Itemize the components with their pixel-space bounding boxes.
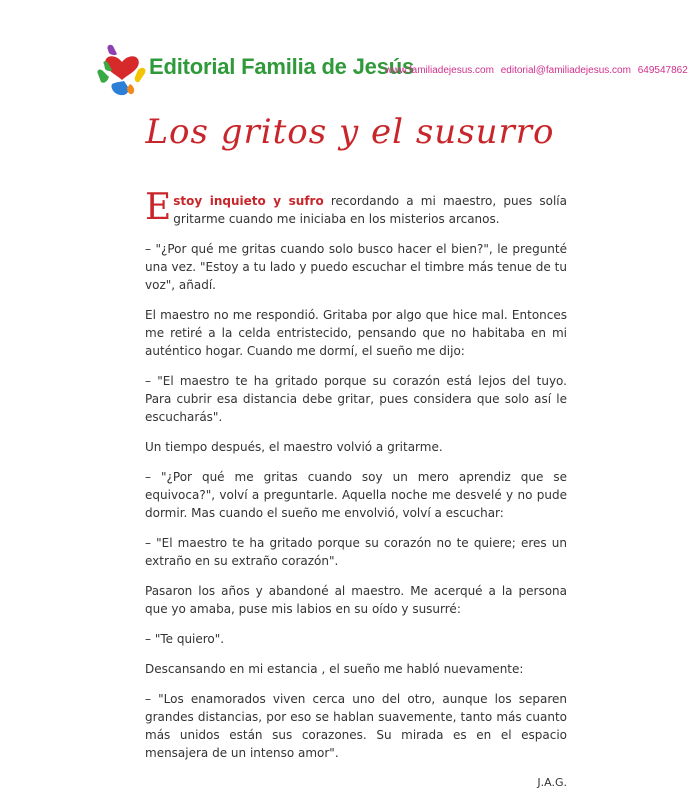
paragraph-4: – "El maestro te ha gritado porque su corazón está lejos del tuyo. Para cubrir esa distancia debe gritar, pues considera que solo así le escucharás". [145,374,567,424]
page-title: Los gritos y el susurro [145,112,555,152]
contact-info [385,65,692,76]
paragraph-11: – "Los enamorados viven cerca uno del otro, aunque los separen grandes distancias, por eso se hablan suavemente, tanto más cuanto más unidos están sus corazones. Su mirada es en el espacio mensajera de un intenso amor". [145,692,567,760]
paragraph-7: – "El maestro te ha gritado porque su corazón no te quiere; eres un extraño en su extraño corazón". [145,536,567,568]
drop-cap: E [145,187,172,228]
paragraph-1-rest: recordando a mi maestro, pues solía gritarme cuando me iniciaba en los misterios arcanos. [173,194,567,226]
paragraph-10: Descansando en mi estancia , el sueño me habló nuevamente: [145,662,524,676]
paragraph-9: – "Te quiero". [145,632,225,646]
brand-name: Editorial Familia de Jesús [149,54,415,79]
hands-heart-logo-icon [94,40,150,98]
email-link[interactable]: editorial@familiadejesus.com [500,65,631,76]
paragraph-6: – "¿Por qué me gritas cuando soy un mero aprendiz que se equivoca?", volví a preguntarle. Aquella noche me desvelé y no pude dormir. Mas cuando el sueño me envolvió, volví a escuchar: [145,470,567,520]
lead-phrase: stoy inquieto y sufro [173,194,324,208]
website-link[interactable]: www.familiadejesus.com [385,65,494,76]
page-header [94,40,688,100]
signature: J.A.G. [537,776,567,789]
phone-number: 649547862 [637,65,688,76]
paragraph-5: Un tiempo después, el maestro volvió a gritarme. [145,440,443,454]
paragraph-3: El maestro no me respondió. Gritaba por algo que hice mal. Entonces me retiré a la celda entristecido, pensando que no habitaba en mi auténtico hogar. Cuando me dormí, el sueño me dijo: [145,308,567,358]
article-body [145,187,567,792]
paragraph-8: Pasaron los años y abandoné al maestro. Me acerqué a la persona que yo amaba, puse mis labios en su oído y susurré: [145,584,567,616]
paragraph-2: – "¿Por qué me gritas cuando solo busco hacer el bien?", le pregunté una vez. "Estoy a tu lado y puedo escuchar el timbre más tenue de tu voz", añadí. [145,242,567,292]
paragraph-1 [145,187,567,228]
